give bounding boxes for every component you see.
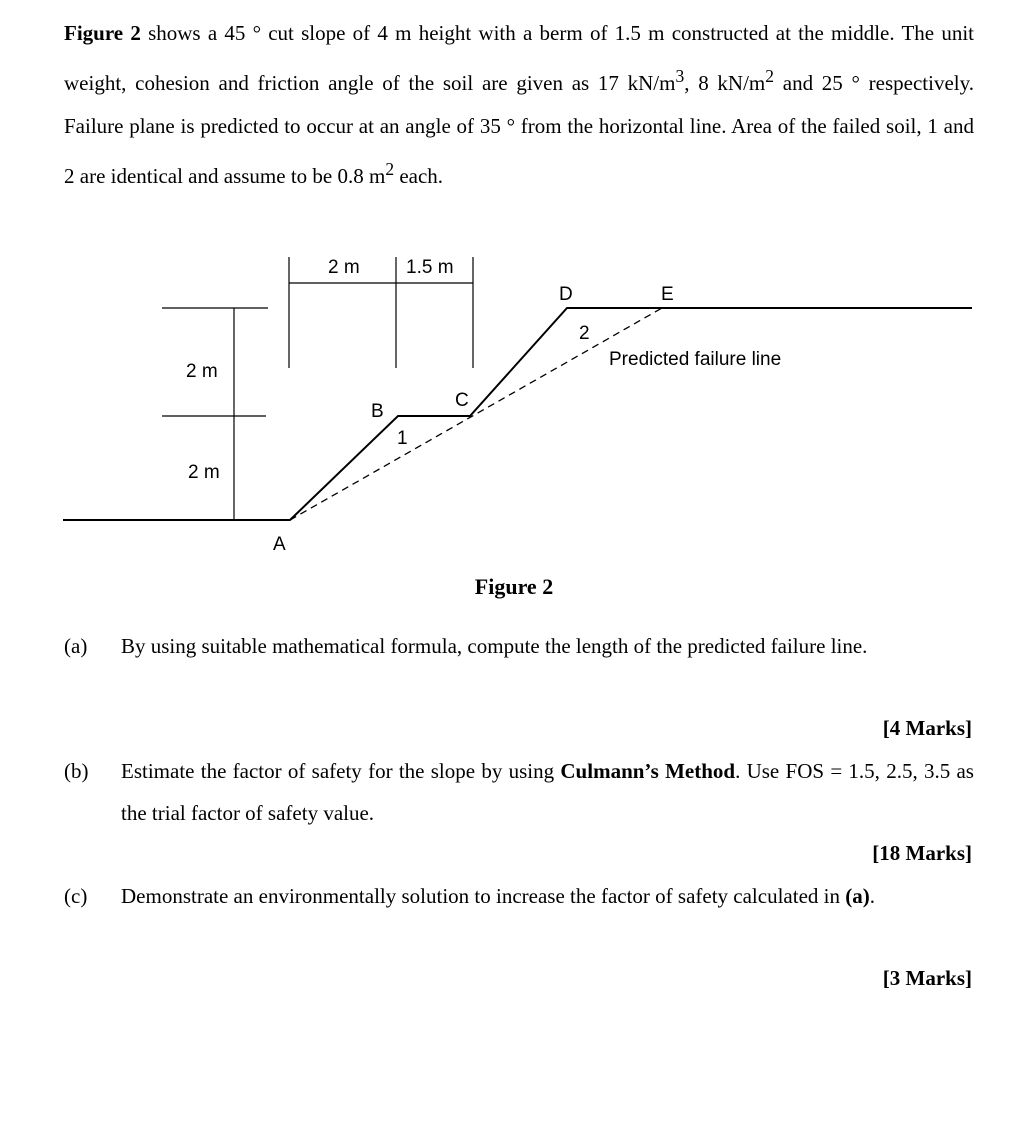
dim-label-top-left: 2 m xyxy=(328,257,360,278)
question-b-label: (b) xyxy=(64,759,89,783)
question-c-text-after: . xyxy=(869,884,875,908)
figure-caption: Figure 2 xyxy=(474,574,554,599)
question-a-marks: [4 Marks] xyxy=(882,716,972,740)
statement-text-2: , 8 kN/m xyxy=(684,71,766,95)
superscript-3: 3 xyxy=(675,66,685,86)
question-b xyxy=(64,750,974,834)
point-label-d: D xyxy=(559,284,573,305)
question-a xyxy=(64,625,974,667)
question-c-text-main: Demonstrate an environmentally solution to increase the factor of safety calculated in xyxy=(121,884,846,908)
failure-line xyxy=(290,308,662,520)
superscript-2b: 2 xyxy=(385,159,395,179)
point-label-c: C xyxy=(455,390,469,411)
statement-text-1: shows a 45 ° cut slope of 4 m height with a berm of 1.5 m constructed at the middle. The unit weight, cohesion and friction angle of the soil are given as 17 kN/m xyxy=(64,21,975,95)
point-label-e: E xyxy=(661,284,674,305)
question-c-ref: (a) xyxy=(845,884,870,908)
question-c xyxy=(64,875,974,917)
area-label-1: 1 xyxy=(397,428,408,449)
question-a-label: (a) xyxy=(64,634,88,658)
question-a-text: By using suitable mathematical formula, compute the length of the predicted failure line. xyxy=(121,634,868,658)
problem-statement xyxy=(64,12,974,198)
dim-label-top-right: 1.5 m xyxy=(406,257,454,278)
point-label-b: B xyxy=(371,401,384,422)
question-c-marks: [3 Marks] xyxy=(882,966,972,990)
dim-label-left-upper: 2 m xyxy=(186,361,218,382)
dim-label-left-lower: 2 m xyxy=(188,462,220,483)
area-label-2: 2 xyxy=(579,323,590,344)
question-c-label: (c) xyxy=(64,884,88,908)
statement-text-3: and 25 ° respectively. Failure plane is predicted to occur at an angle of 35 ° from the horizontal line. Area of the failed soil, 1 and 2 are identical and assume to be 0.8 m xyxy=(64,71,974,188)
slope-profile xyxy=(63,308,972,520)
question-b-text-before: Estimate the factor of safety for the slope by using xyxy=(121,759,561,783)
figure-reference: Figure 2 xyxy=(64,21,141,45)
question-b-text xyxy=(121,750,974,834)
question-c-text xyxy=(121,875,974,917)
point-label-a: A xyxy=(273,534,286,555)
superscript-2a: 2 xyxy=(765,66,775,86)
question-b-marks: [18 Marks] xyxy=(872,841,972,865)
failure-line-label: Predicted failure line xyxy=(609,349,782,370)
statement-text-4: each. xyxy=(394,164,444,188)
question-b-text-after: . Use FOS = 1.5, 2.5, 3.5 as the trial factor of safety value. xyxy=(121,759,974,825)
slope-diagram xyxy=(0,240,1028,560)
question-b-method: Culmann’s Method xyxy=(560,759,736,783)
